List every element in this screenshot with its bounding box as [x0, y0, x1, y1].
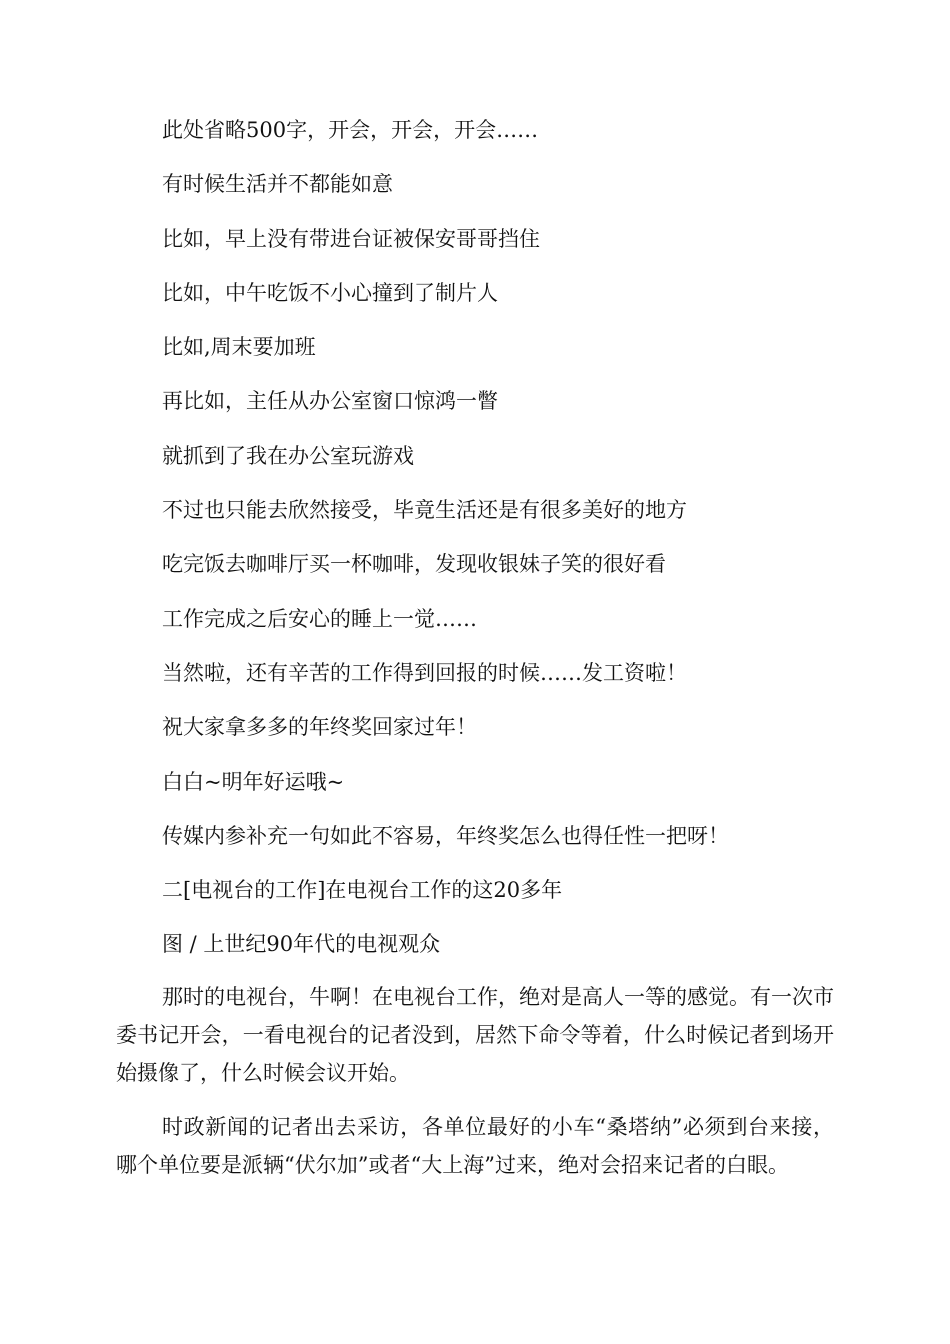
text-line: 吃完饭去咖啡厅买一杯咖啡，发现收银妹子笑的很好看: [162, 552, 666, 577]
paragraph: 时政新闻的记者出去采访，各单位最好的小车“桑塔纳”必须到台来接，哪个单位要是派辆“伏尔加”或者“大上海”过来，绝对会招来记者的白眼。: [116, 1115, 834, 1177]
text-line: 工作完成之后安心的睡上一觉……: [162, 606, 477, 631]
text-line: 比如,周末要加班: [162, 335, 316, 360]
text-line: 有时候生活并不都能如意: [162, 172, 393, 197]
short-lines-block: [162, 112, 862, 981]
text-line: 祝大家拿多多的年终奖回家过年！: [162, 715, 477, 740]
text-line: 当然啦，还有辛苦的工作得到回报的时候……发工资啦！: [162, 660, 687, 685]
paragraph: 那时的电视台，牛啊！在电视台工作，绝对是高人一等的感觉。有一次市委书记开会，一看电视台的记者没到，居然下命令等着，什么时候记者到场开始摄像了，什么时候会议开始。: [116, 985, 834, 1085]
text-line: 比如，早上没有带进台证被保安哥哥挡住: [162, 226, 540, 251]
text-line: 再比如，主任从办公室窗口惊鸿一瞥: [162, 389, 498, 414]
section-heading: 二[电视台的工作]在电视台工作的这20多年: [162, 878, 563, 903]
text-line: 传媒内参补充一句如此不容易，年终奖怎么也得任性一把呀！: [162, 823, 729, 848]
body-paragraphs: [116, 978, 834, 1200]
text-line: 不过也只能去欣然接受，毕竟生活还是有很多美好的地方: [162, 498, 687, 523]
text-line: 比如，中午吃饭不小心撞到了制片人: [162, 280, 498, 305]
text-line: 白白~明年好运哦~: [162, 769, 345, 794]
text-line: 此处省略500字，开会，开会，开会……: [162, 118, 539, 142]
text-line: 就抓到了我在办公室玩游戏: [162, 443, 414, 468]
image-caption: 图 / 上世纪90年代的电视观众: [162, 932, 441, 957]
